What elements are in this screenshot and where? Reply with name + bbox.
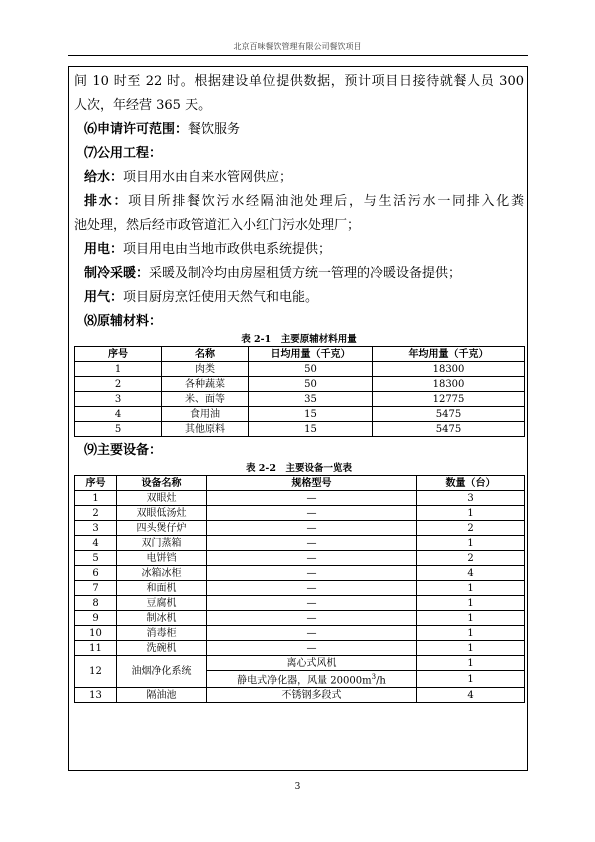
- table-cell: 1: [417, 536, 525, 551]
- water-label: 给水：: [84, 170, 124, 185]
- page-header: 北京百味餐饮管理有限公司餐饮项目: [233, 42, 362, 51]
- table-cell: 2: [75, 506, 117, 521]
- table-cell: 离心式风机: [207, 656, 417, 671]
- table-row: [75, 491, 525, 506]
- table-cell: 1: [417, 506, 525, 521]
- drain-label: 排水：: [84, 194, 129, 209]
- table-cell: 4: [417, 688, 525, 703]
- table-cell: 18300: [373, 377, 525, 392]
- gas-supply: [74, 286, 524, 310]
- table-cell: —: [207, 596, 417, 611]
- table-cell: 四头煲仔炉: [117, 521, 207, 536]
- section-8-label: ⑻原辅材料：: [84, 314, 163, 329]
- spec-text: 静电式净化器，风量 20000m: [237, 675, 372, 687]
- table-row: [75, 362, 525, 377]
- table-cell: 食用油: [162, 407, 249, 422]
- table-row: [75, 551, 525, 566]
- table-cell: 不锈钢多段式: [207, 688, 417, 703]
- table-cell: 1: [75, 491, 117, 506]
- section-9: [74, 439, 524, 463]
- table-row: [75, 596, 525, 611]
- table-row: [75, 536, 525, 551]
- table-cell: 豆腐机: [117, 596, 207, 611]
- table-header-row: [75, 347, 525, 362]
- table-cell: 3: [75, 521, 117, 536]
- header-cell: 设备名称: [117, 476, 207, 491]
- table-cell: 2: [417, 551, 525, 566]
- table-cell: 1: [417, 626, 525, 641]
- table-cell: —: [207, 536, 417, 551]
- table-cell: —: [207, 566, 417, 581]
- table-cell: —: [207, 521, 417, 536]
- table-1-caption: 表 2-1 主要原辅材料用量: [241, 334, 357, 345]
- section-6-label: ⑹申请许可范围：: [84, 122, 189, 137]
- table-cell: 15: [249, 422, 373, 437]
- table-cell: —: [207, 506, 417, 521]
- table-row: [75, 688, 525, 703]
- table-cell: 3: [417, 491, 525, 506]
- table-cell: 18300: [373, 362, 525, 377]
- table-row: [75, 566, 525, 581]
- section-7-label: ⑺公用工程：: [84, 146, 163, 161]
- section-8: [74, 310, 524, 334]
- table-cell: 5475: [373, 407, 525, 422]
- header-cell: 名称: [162, 347, 249, 362]
- gas-label: 用气：: [84, 290, 124, 305]
- table-row: [75, 521, 525, 536]
- power-text: 项目用电由当地市政供电系统提供；: [123, 242, 332, 257]
- table-cell: —: [207, 611, 417, 626]
- table-cell: 1: [417, 641, 525, 656]
- table-row: [75, 656, 525, 671]
- drain-text-1: 项目所排餐饮污水经隔油池处理后，与生活污水一同排入化粪: [128, 194, 524, 209]
- table-row: [75, 641, 525, 656]
- table-cell: 5: [75, 422, 162, 437]
- table-cell: —: [207, 641, 417, 656]
- table-cell: 15: [249, 407, 373, 422]
- table-row: [75, 392, 525, 407]
- table-cell: 8: [75, 596, 117, 611]
- table-cell: 12: [75, 656, 117, 688]
- table-cell: 1: [417, 611, 525, 626]
- water-supply: [74, 166, 524, 190]
- table-cell: —: [207, 551, 417, 566]
- table-cell: 11: [75, 641, 117, 656]
- table-cell: 10: [75, 626, 117, 641]
- table-cell: 5475: [373, 422, 525, 437]
- paragraph-line-1: 间 10 时至 22 时。根据建设单位提供数据，预计项目日接待就餐人员 300: [74, 74, 524, 89]
- table-row: [75, 377, 525, 392]
- table-cell: 消毒柜: [117, 626, 207, 641]
- header-cell: 序号: [75, 347, 162, 362]
- table-2-caption: 表 2-2 主要设备一览表: [246, 463, 352, 474]
- header-rule: [68, 55, 528, 56]
- table-cell: 油烟净化系统: [117, 656, 207, 688]
- page-number: 3: [294, 782, 301, 792]
- table-cell: 6: [75, 566, 117, 581]
- table-row: [75, 626, 525, 641]
- table-header-row: [75, 476, 525, 491]
- materials-table: [74, 346, 525, 437]
- header-cell: 序号: [75, 476, 117, 491]
- section-6-value: 餐饮服务: [188, 122, 241, 137]
- table-cell: 双门蒸箱: [117, 536, 207, 551]
- table-cell: 1: [417, 596, 525, 611]
- table-cell: 3: [75, 392, 162, 407]
- table-cell: 电饼铛: [117, 551, 207, 566]
- table-cell: 其他原料: [162, 422, 249, 437]
- table-cell: 50: [249, 362, 373, 377]
- table-cell: 7: [75, 581, 117, 596]
- hvac-text: 采暖及制冷均由房屋租赁方统一管理的冷暖设备提供；: [149, 266, 462, 281]
- table-cell: 13: [75, 688, 117, 703]
- section-6: [74, 118, 524, 142]
- table-cell: 2: [417, 521, 525, 536]
- power-supply: [74, 238, 524, 262]
- section-9-label: ⑼主要设备：: [84, 443, 163, 458]
- drainage-line-1: [74, 190, 524, 214]
- table-cell: 双眼灶: [117, 491, 207, 506]
- table-row: [75, 407, 525, 422]
- table-cell: 洗碗机: [117, 641, 207, 656]
- table-cell: 1: [75, 362, 162, 377]
- table-cell: —: [207, 626, 417, 641]
- header-cell: 规格型号: [207, 476, 417, 491]
- table-row: [75, 581, 525, 596]
- table-cell: 和面机: [117, 581, 207, 596]
- table-cell: 1: [417, 671, 525, 688]
- drainage-line-2: 池处理，然后经市政管道汇入小红门污水处理厂；: [74, 218, 361, 233]
- table-cell: 50: [249, 377, 373, 392]
- superscript: 3: [371, 673, 377, 681]
- table-cell: —: [207, 491, 417, 506]
- table-cell: 9: [75, 611, 117, 626]
- table-cell: 2: [75, 377, 162, 392]
- table-cell: 各种蔬菜: [162, 377, 249, 392]
- table-cell: 4: [75, 536, 117, 551]
- table-cell: —: [207, 581, 417, 596]
- paragraph-line-2: 人次，年经营 365 天。: [74, 98, 212, 113]
- gas-text: 项目厨房烹饪使用天然气和电能。: [123, 290, 319, 305]
- section-7: [74, 142, 524, 166]
- table-cell: 隔油池: [117, 688, 207, 703]
- hvac-label: 制冷采暖：: [84, 266, 150, 281]
- header-cell: 日均用量（千克）: [249, 347, 373, 362]
- table-cell: 1: [417, 656, 525, 671]
- table-cell: 12775: [373, 392, 525, 407]
- table-cell: 35: [249, 392, 373, 407]
- document-body: [74, 70, 524, 703]
- table-cell: 1: [417, 581, 525, 596]
- header-cell: 数量（台）: [417, 476, 525, 491]
- table-cell: 4: [417, 566, 525, 581]
- table-row: [75, 506, 525, 521]
- power-label: 用电：: [84, 242, 124, 257]
- header-cell: 年均用量（千克）: [373, 347, 525, 362]
- table-cell: 肉类: [162, 362, 249, 377]
- table-cell: [207, 671, 417, 688]
- table-cell: 冰箱冰柜: [117, 566, 207, 581]
- table-row: [75, 422, 525, 437]
- spec-text: /h: [376, 675, 386, 687]
- table-cell: 制冰机: [117, 611, 207, 626]
- water-text: 项目用水由自来水管网供应；: [123, 170, 293, 185]
- table-cell: 米、面等: [162, 392, 249, 407]
- table-row: [75, 611, 525, 626]
- equipment-table: [74, 475, 525, 703]
- table-cell: 5: [75, 551, 117, 566]
- table-cell: 双眼低汤灶: [117, 506, 207, 521]
- table-cell: 4: [75, 407, 162, 422]
- hvac: [74, 262, 524, 286]
